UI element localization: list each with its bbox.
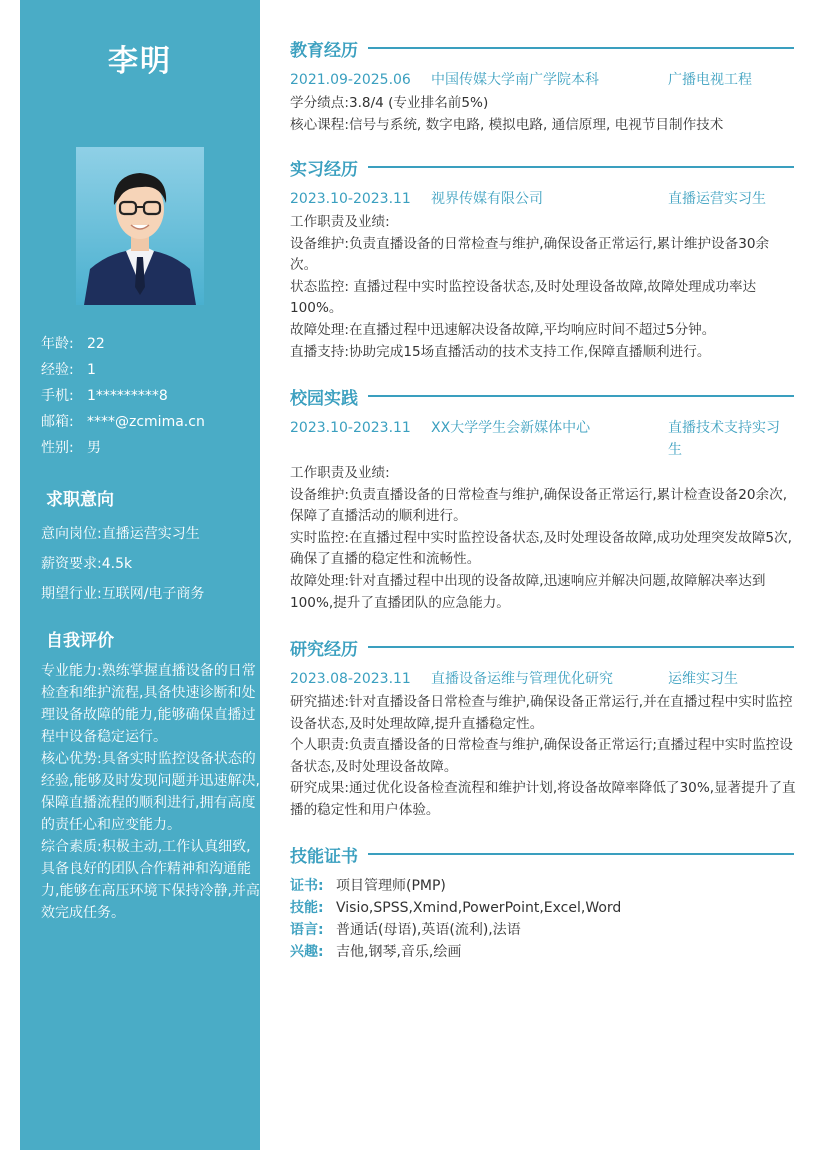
skill-language: 语言: 普通话(母语),英语(流利),法语: [290, 922, 521, 938]
role: 运维实习生: [668, 671, 738, 687]
eval-item: 核心优势:具备实时监控设备状态的经验,能够及时发现问题并迅速解决,保障直播流程的顺利进行,拥有高度的责任心和应变能力。: [41, 751, 260, 833]
intent-industry: 期望行业:互联网/电子商务: [41, 586, 205, 602]
research-details: 研究描述:针对直播设备日常检查与维护,确保设备正常运行,并在直播过程中实时监控设备状态,及时处理故障,提升直播稳定性。 个人职责:负责直播设备的日常检查与维护,确保设备正常运行;直播过程中实时监控设备状态,及时处理设备故障。 研究成果:通过优化设备检查流程和维护计划,将设备故障率降低了30%,显著提升了直播的稳定性和用户体验。: [290, 694, 796, 818]
eval-item: 综合素质:积极主动,工作认真细致,具备良好的团队合作精神和沟通能力,能够在高压环境下保持冷静,并高效完成任务。: [41, 839, 260, 921]
organization: 中国传媒大学南广学院本科: [431, 72, 599, 88]
section-internship: [290, 154, 794, 180]
eval-item: 专业能力:熟练掌握直播设备的日常检查和维护流程,具备快速诊断和处理设备故障的能力,能够确保直播过程中设备稳定运行。: [41, 663, 256, 745]
basic-info: [41, 333, 251, 463]
info-experience: 经验: 1: [41, 362, 96, 378]
date-range: 2023.10-2023.11: [290, 191, 411, 207]
section-title: 技能证书: [290, 846, 358, 867]
divider: [368, 47, 794, 49]
candidate-name: 李明: [108, 44, 172, 79]
role: 广播电视工程: [668, 72, 752, 88]
date-range: 2023.10-2023.11: [290, 420, 411, 436]
intent-salary: 薪资要求:4.5k: [41, 556, 133, 572]
skills-list: [290, 875, 796, 963]
intent-title: 求职意向: [46, 490, 114, 510]
avatar-photo: [76, 147, 204, 305]
info-email: 邮箱: ****@zcmima.cn: [41, 414, 205, 430]
section-education: [290, 35, 794, 61]
intent-position: 意向岗位:直播运营实习生: [41, 526, 200, 542]
divider: [368, 853, 794, 855]
campus-details: 工作职责及业绩: 设备维护:负责直播设备的日常检查与维护,确保设备正常运行,累计检查设备20余次,保障了直播活动的顺利进行。 实时监控:在直播过程中实时监控设备状态,及时处理设备故障,成功处理突发故障5次,确保了直播的稳定性和流畅性。 故障处理:针对直播过程中出现的设备故障,迅速响应并解决问题,故障解决率达到100%,提升了直播团队的应急能力。: [290, 465, 792, 611]
organization: 视界传媒有限公司: [431, 191, 543, 207]
internship-details: 工作职责及业绩: 设备维护:负责直播设备的日常检查与维护,确保设备正常运行,累计维护设备30余次。 状态监控: 直播过程中实时监控设备状态,及时处理设备故障,故障处理成功率达100%。 故障处理:在直播过程中迅速解决设备故障,平均响应时间不超过5分钟。 直播支持:协助完成15场直播活动的技术支持工作,保障直播顺利进行。: [290, 214, 770, 360]
section-title: 研究经历: [290, 639, 358, 660]
info-phone: 手机: 1*********8: [41, 388, 168, 404]
self-evaluation: [41, 660, 263, 924]
section-title: 教育经历: [290, 40, 358, 61]
info-age: 年龄: 22: [41, 336, 105, 352]
section-skills: [290, 841, 794, 867]
skill-interests: 兴趣: 吉他,钢琴,音乐,绘画: [290, 944, 462, 960]
education-details: 学分绩点:3.8/4 (专业排名前5%) 核心课程:信号与系统, 数字电路, 模拟电路, 通信原理, 电视节目制作技术: [290, 95, 724, 133]
organization: XX大学学生会新媒体中心: [431, 420, 591, 436]
skill-certificate: 证书: 项目管理师(PMP): [290, 878, 446, 894]
role: 直播运营实习生: [668, 191, 766, 207]
divider: [368, 166, 794, 168]
date-range: 2021.09-2025.06: [290, 72, 411, 88]
info-gender: 性别: 男: [41, 440, 101, 456]
date-range: 2023.08-2023.11: [290, 671, 411, 687]
sidebar: [20, 0, 260, 1150]
section-title: 实习经历: [290, 159, 358, 180]
skill-tools: 技能: Visio,SPSS,Xmind,PowerPoint,Excel,Word: [290, 900, 622, 916]
role: 直播技术支持实习生: [668, 420, 780, 458]
divider: [368, 395, 794, 397]
section-title: 校园实践: [290, 388, 358, 409]
avatar: [76, 147, 204, 305]
section-research: [290, 634, 794, 660]
section-campus: [290, 383, 794, 409]
job-intent: [41, 523, 251, 613]
organization: 直播设备运维与管理优化研究: [431, 671, 613, 687]
divider: [368, 646, 794, 648]
eval-title: 自我评价: [46, 631, 114, 651]
